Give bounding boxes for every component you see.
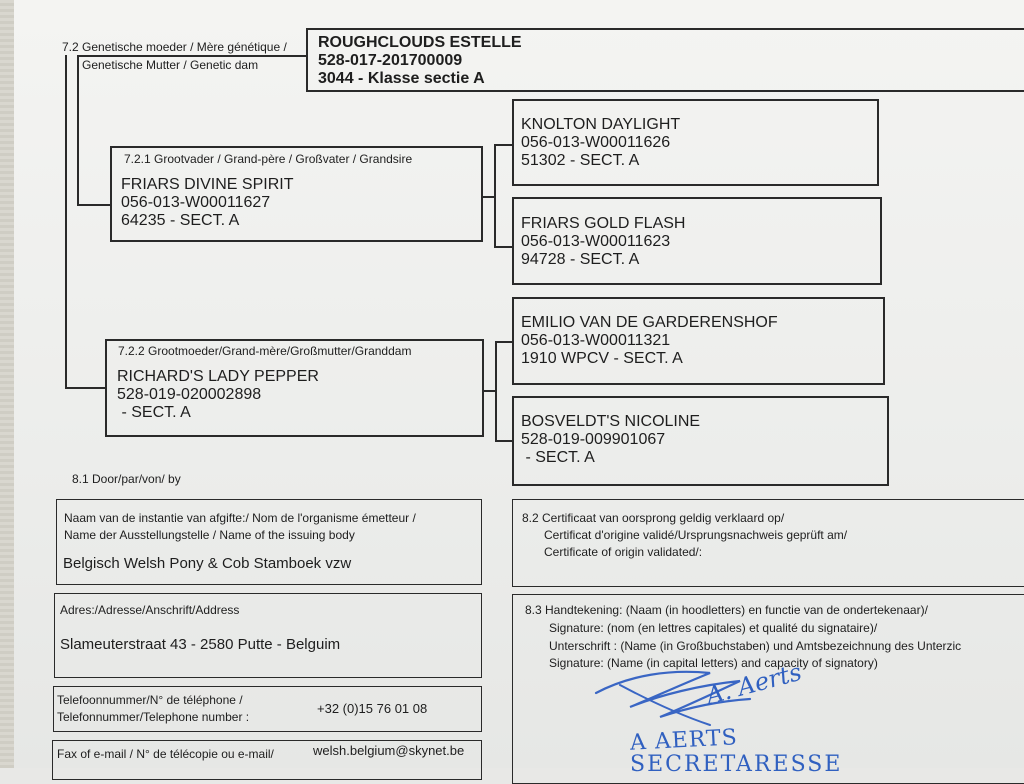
granddam-name: RICHARD'S LADY PEPPER bbox=[117, 368, 319, 385]
gs-dam-name: FRIARS GOLD FLASH bbox=[521, 215, 686, 232]
signature-title: SECRETARESSE bbox=[630, 752, 843, 777]
signature-initial: A. Aerts bbox=[703, 657, 805, 711]
dam-label-1: 7.2 Genetische moeder / Mère génétique / bbox=[62, 40, 287, 54]
signature-line-2: Signature: (nom (en lettres capitales) et qualité du signataire)/ bbox=[549, 621, 878, 635]
gd-dam-entry bbox=[521, 413, 700, 467]
gs-sire-name: KNOLTON DAYLIGHT bbox=[521, 116, 681, 133]
dam-class: 3044 - Klasse sectie A bbox=[318, 70, 485, 87]
tree-connector-granddam bbox=[65, 387, 106, 389]
phone-label-2: Telefonnummer/Telephone number : bbox=[57, 710, 250, 724]
gs-connector-top bbox=[494, 144, 512, 146]
gs-dam-class: 94728 - SECT. A bbox=[521, 251, 640, 268]
granddam-label: 7.2.2 Grootmoeder/Grand-mère/Großmutter/Granddam bbox=[118, 344, 412, 358]
gd-connector-v bbox=[495, 341, 497, 442]
dam-name: ROUGHCLOUDS ESTELLE bbox=[318, 34, 522, 51]
gs-connector-v bbox=[494, 144, 496, 248]
gs-dam-entry bbox=[521, 215, 685, 269]
grandsire-class: 64235 - SECT. A bbox=[121, 212, 240, 229]
granddam-registration: 528-019-020002898 bbox=[117, 386, 262, 403]
gs-sire-entry bbox=[521, 116, 680, 170]
address-label: Adres:/Adresse/Anschrift/Address bbox=[60, 603, 240, 617]
tree-upper-line bbox=[77, 55, 79, 205]
grandsire-name: FRIARS DIVINE SPIRIT bbox=[121, 176, 294, 193]
dam-label-underline bbox=[77, 55, 307, 57]
validation-line-2: Certificat d'origine validé/Ursprungsnachweis geprüft am/ bbox=[544, 528, 848, 542]
signature-line-4: Signature: (Name (in capital letters) and capacity of signatory) bbox=[549, 656, 878, 670]
grandsire-entry bbox=[121, 176, 293, 230]
granddam-class: - SECT. A bbox=[117, 404, 191, 421]
signature-line-1: 8.3 Handtekening: (Naam (in hoodletters) en functie van de ondertekenaar)/ bbox=[525, 603, 928, 617]
granddam-entry bbox=[117, 368, 319, 422]
fax-label: Fax of e-mail / N° de télécopie ou e-mail/ bbox=[57, 747, 274, 761]
validation-line-1: 8.2 Certificaat van oorsprong geldig verklaard op/ bbox=[522, 511, 785, 525]
binding-edge bbox=[0, 0, 14, 768]
gd-connector-bottom bbox=[495, 440, 512, 442]
gs-connector-bottom bbox=[494, 246, 512, 248]
dam-registration: 528-017-201700009 bbox=[318, 52, 463, 69]
address-value: Slameuterstraat 43 - 2580 Putte - Belguim bbox=[60, 636, 341, 653]
gd-dam-registration: 528-019-009901067 bbox=[521, 431, 666, 448]
gd-sire-class: 1910 WPCV - SECT. A bbox=[521, 350, 683, 367]
fax-value: welsh.belgium@skynet.be bbox=[313, 743, 465, 758]
dam-label-2: Genetische Mutter / Genetic dam bbox=[82, 58, 259, 72]
phone-label-1: Telefoonnummer/N° de téléphone / bbox=[57, 693, 243, 707]
signature-printed-name: A AERTS bbox=[629, 725, 739, 756]
gd-dam-class: - SECT. A bbox=[521, 449, 595, 466]
gd-connector-top bbox=[495, 341, 512, 343]
gd-sire-registration: 056-013-W00011321 bbox=[521, 332, 671, 349]
phone-value: +32 (0)15 76 01 08 bbox=[317, 701, 428, 716]
tree-main-line bbox=[65, 55, 67, 388]
signature-line-3: Unterschrift : (Name (in Großbuchstaben) und Amtsbezeichnung des Unterzic bbox=[549, 639, 962, 653]
grandsire-label: 7.2.1 Grootvader / Grand-père / Großvater / Grandsire bbox=[124, 152, 413, 166]
gd-sire-entry bbox=[521, 314, 778, 368]
gd-dam-name: BOSVELDT'S NICOLINE bbox=[521, 413, 701, 430]
gs-sire-class: 51302 - SECT. A bbox=[521, 152, 640, 169]
validation-line-3: Certificate of origin validated/: bbox=[544, 545, 703, 559]
grandsire-registration: 056-013-W00011627 bbox=[121, 194, 271, 211]
gs-sire-registration: 056-013-W00011626 bbox=[521, 134, 671, 151]
section-81-label: 8.1 Door/par/von/ by bbox=[72, 472, 181, 486]
dam-entry bbox=[318, 34, 522, 88]
issuing-body-value: Belgisch Welsh Pony & Cob Stamboek vzw bbox=[63, 555, 352, 572]
issuing-body-label-1: Naam van de instantie van afgifte:/ Nom de l'organisme émetteur / bbox=[64, 511, 416, 525]
tree-connector-grandsire bbox=[77, 204, 110, 206]
issuing-body-label-2: Name der Ausstellungstelle / Name of the issuing body bbox=[64, 528, 355, 542]
gd-sire-name: EMILIO VAN DE GARDERENSHOF bbox=[521, 314, 778, 331]
gs-dam-registration: 056-013-W00011623 bbox=[521, 233, 671, 250]
